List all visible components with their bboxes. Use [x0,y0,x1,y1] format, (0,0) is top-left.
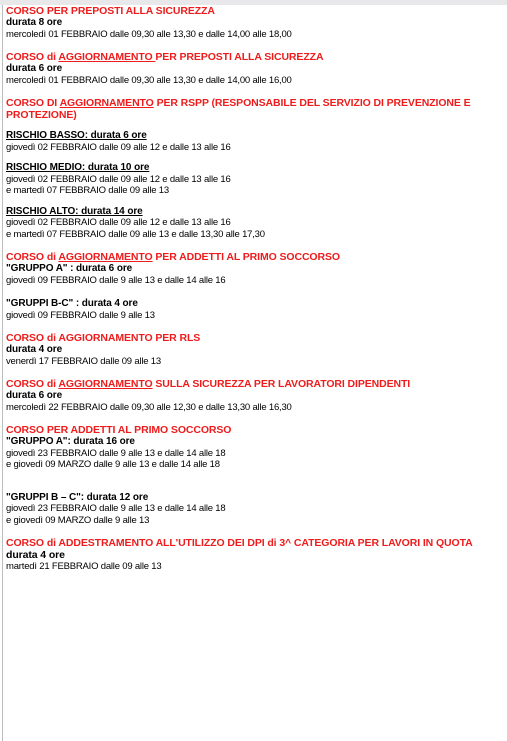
text-run: CORSO PER PREPOSTI ALLA SICUREZZA [6,5,215,17]
course-title [6,51,504,63]
session-heading [6,263,504,275]
session-schedule: e martedì 07 FEBBRAIO dalle 09 alle 13 [6,185,169,196]
text-run: CORSO di AGGIORNAMENTO PER RLS [6,332,201,344]
course-block [6,424,504,526]
text-run: "GRUPPI B – C": durata 12 ore [6,491,149,503]
text-run: CORSO di [6,251,59,263]
text-run: CORSO di [6,51,59,63]
course-block [6,537,504,573]
session-schedule: martedì 21 FEBBRAIO dalle 09 alle 13 [6,561,162,572]
session-heading [6,63,504,75]
session-heading [6,436,504,448]
text-run: CORSO di [6,378,59,390]
session-schedule: e martedì 07 FEBBRAIO dalle 09 alle 13 e dalle 13,30 alle 17,30 [6,228,265,240]
session-schedule: giovedì 02 FEBBRAIO dalle 09 alle 12 e dalle 13 alle 16 [6,141,231,153]
course-list [6,5,504,573]
text-run: "GRUPPO A": durata 16 ore [6,436,135,447]
text-run: SULLA SICUREZZA PER LAVORATORI DIPENDENTI [152,378,411,390]
text-run: CORSO di ADDESTRAMENTO ALL'UTILIZZO DEI DPI di 3^ CATEGORIA PER LAVORI IN QUOTA [6,537,473,549]
session-heading [6,390,504,402]
text-run: CORSO PER ADDETTI AL PRIMO SOCCORSO [6,424,232,436]
course-block [6,251,504,321]
text-run: durata 6 ore [6,63,63,74]
session-schedule: giovedì 09 FEBBRAIO dalle 9 alle 13 e dalle 14 alle 16 [6,274,226,286]
course-block [6,332,504,367]
session-heading [6,130,504,142]
session-schedule: e giovedì 09 MARZO dalle 9 alle 13 [6,514,150,526]
session-schedule: giovedì 23 FEBBRAIO dalle 9 alle 13 e dalle 14 alle 18 [6,447,226,459]
course-title [6,537,504,561]
text-run: RISCHIO MEDIO: durata 10 ore [6,162,150,173]
session-schedule: giovedì 09 FEBBRAIO dalle 9 alle 13 [6,309,155,321]
course-duration: durata 4 ore [6,549,65,561]
session-heading [6,344,504,356]
session-heading [6,492,504,504]
session-schedule: venerdì 17 FEBBRAIO dalle 09 alle 13 [6,355,161,367]
course-title [6,332,504,344]
session-heading [6,206,504,218]
left-margin-line [2,5,3,741]
course-title [6,97,504,121]
text-run: RISCHIO ALTO: durata 14 ore [6,205,143,217]
text-run: AGGIORNAMENTO [59,97,154,109]
course-title [6,378,504,390]
session-schedule: giovedì 23 FEBBRAIO dalle 9 alle 13 e dalle 14 alle 18 [6,503,226,514]
text-run: AGGIORNAMENTO [58,251,153,263]
session-heading [6,162,504,174]
text-run: durata 6 ore [6,390,63,401]
session-schedule: e giovedì 09 MARZO dalle 9 alle 13 e dalle 14 alle 18 [6,459,220,470]
text-run: AGGIORNAMENTO [58,378,153,390]
text-run: durata 8 ore [6,17,63,28]
session-schedule: mercoledì 22 FEBBRAIO dalle 09,30 alle 12,30 e dalle 13,30 alle 16,30 [6,401,292,413]
course-title [6,424,504,436]
text-run: AGGIORNAMENTO [58,51,156,63]
course-block [6,97,504,240]
text-run: PER RSPP (RESPONSABILE DEL SERVIZIO DI PREVENZIONE E PROTEZIONE) [6,97,471,121]
text-run: "GRUPPI B-C" : durata 4 ore [6,298,138,309]
course-title [6,5,504,17]
session-schedule: mercoledì 01 FEBBRAIO dalle 09,30 alle 13,30 e dalle 14,00 alle 18,00 [6,28,292,40]
session-heading [6,17,504,29]
session-heading [6,298,504,310]
course-block [6,51,504,86]
text-run: PER ADDETTI AL PRIMO SOCCORSO [152,251,340,263]
course-title [6,251,504,263]
text-run: RISCHIO BASSO: durata 6 ore [6,130,147,141]
course-block [6,5,504,40]
text-run: durata 4 ore [6,344,63,355]
session-schedule: giovedì 02 FEBBRAIO dalle 09 alle 12 e dalle 13 alle 16 [6,173,231,185]
session-schedule: mercoledì 01 FEBBRAIO dalle 09,30 alle 13,30 e dalle 14,00 alle 16,00 [6,74,292,86]
text-run: CORSO DI [6,97,60,109]
text-run: "GRUPPO A" : durata 6 ore [6,263,133,274]
text-run: PER PREPOSTI ALLA SICUREZZA [155,51,324,63]
session-schedule: giovedì 02 FEBBRAIO dalle 09 alle 12 e dalle 13 alle 16 [6,217,231,228]
course-block [6,378,504,413]
